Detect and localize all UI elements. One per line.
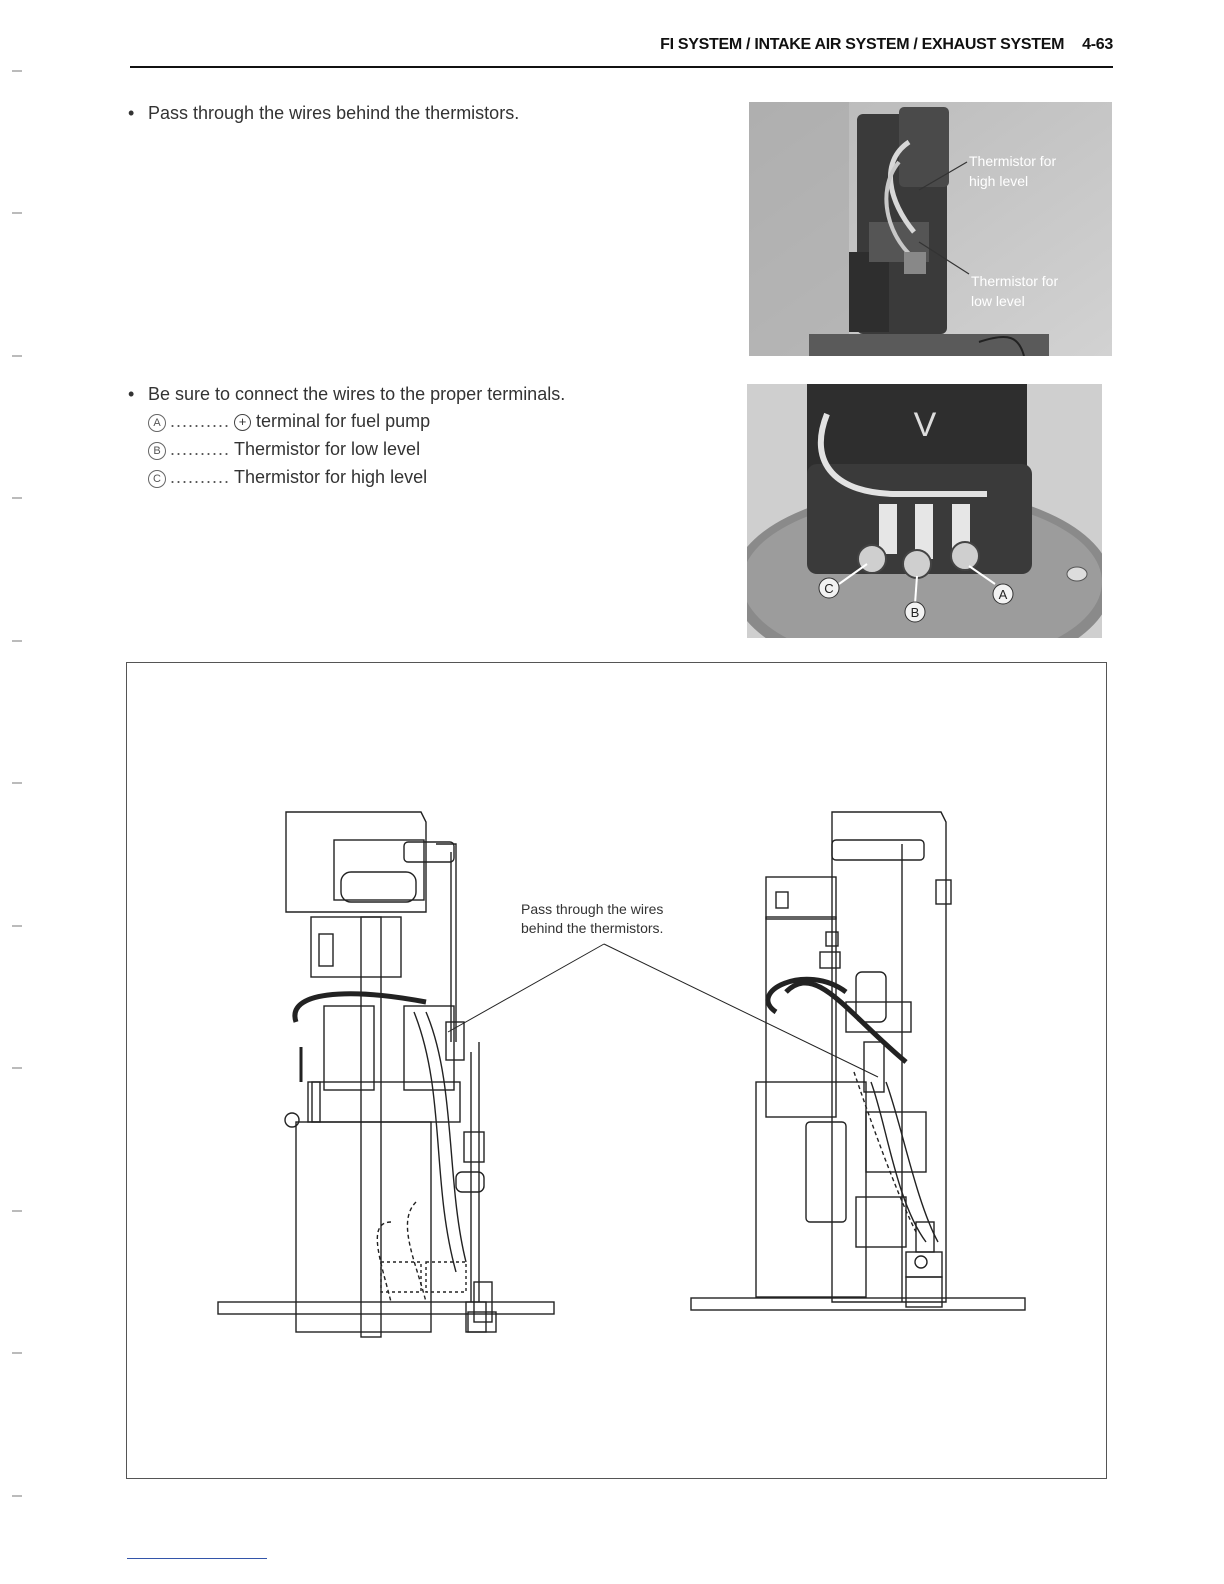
instruction-text: Pass through the wires behind the thermistors. xyxy=(148,103,520,123)
diagram-note-line2: behind the thermistors. xyxy=(521,920,664,936)
legend-key: C xyxy=(148,470,166,488)
header-title-row xyxy=(660,36,1113,54)
callout-b: B xyxy=(910,605,920,620)
instruction-text: Be sure to connect the wires to the proper terminals. xyxy=(148,384,566,404)
photo-thermistor-wires xyxy=(749,102,1112,356)
page-number: 4-63 xyxy=(1082,36,1113,53)
margin-mark xyxy=(12,782,22,784)
margin-mark xyxy=(12,1067,22,1069)
right-pump-drawing xyxy=(691,812,1025,1310)
instruction-1 xyxy=(128,103,519,124)
margin-mark xyxy=(12,355,22,357)
label-low-level-line1: Thermistor for xyxy=(971,273,1059,289)
legend-key: A xyxy=(148,414,166,432)
plus-terminal-icon: + xyxy=(234,414,251,431)
margin-mark xyxy=(12,1352,22,1354)
margin-mark xyxy=(12,925,22,927)
label-high-level-line2: high level xyxy=(969,173,1029,189)
margin-mark xyxy=(12,640,22,642)
footer-line xyxy=(127,1558,267,1559)
margin-mark xyxy=(12,497,22,499)
instruction-2 xyxy=(128,384,565,405)
legend-item-a xyxy=(148,411,430,432)
legend-key: B xyxy=(148,442,166,460)
legend-text: Thermistor for low level xyxy=(234,439,421,459)
wiring-diagram xyxy=(126,662,1107,1479)
callout-c: C xyxy=(824,581,834,596)
label-low-level-line2: low level xyxy=(971,293,1025,309)
diagram-note-line1: Pass through the wires xyxy=(521,901,664,917)
page-header xyxy=(130,30,1113,68)
legend-item-c xyxy=(148,467,427,488)
v-logo: V xyxy=(913,406,937,444)
legend-item-b xyxy=(148,439,420,460)
legend-dots: .......... xyxy=(170,411,231,431)
legend-text: terminal for fuel pump xyxy=(256,411,431,431)
bullet-dot: • xyxy=(128,103,135,123)
margin-mark xyxy=(12,1495,22,1497)
left-pump-drawing xyxy=(218,812,554,1337)
margin-mark xyxy=(12,1210,22,1212)
legend-text: Thermistor for high level xyxy=(234,467,428,487)
section-title: FI SYSTEM / INTAKE AIR SYSTEM / EXHAUST SYSTEM xyxy=(660,36,1065,53)
legend-dots: .......... xyxy=(170,467,231,487)
bullet-dot: • xyxy=(128,384,135,404)
callout-a: A xyxy=(998,587,1008,602)
label-high-level-line1: Thermistor for xyxy=(969,153,1057,169)
photo-terminals xyxy=(747,384,1102,638)
margin-mark xyxy=(12,212,22,214)
legend-dots: .......... xyxy=(170,439,231,459)
margin-mark xyxy=(12,70,22,72)
